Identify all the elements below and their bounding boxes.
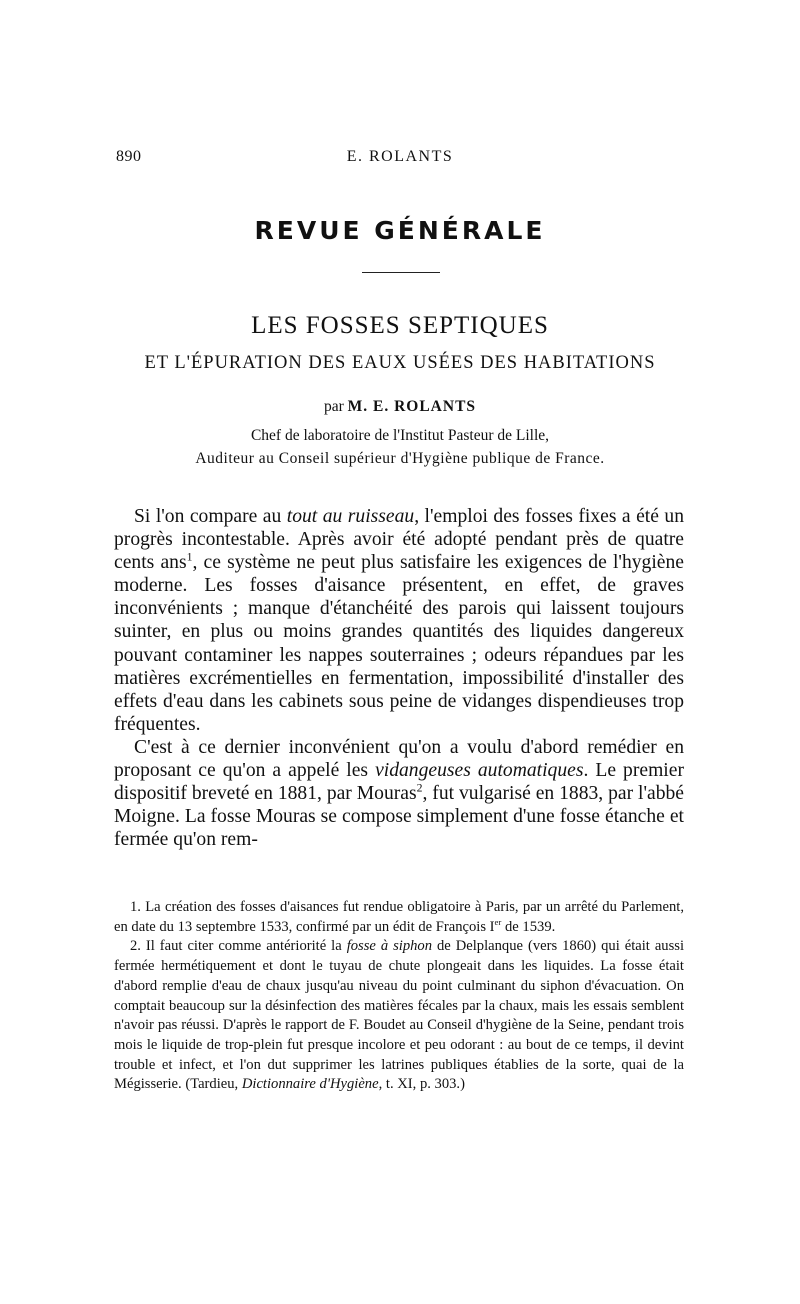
fn2-text-c: , t. XI, p. 303.) bbox=[378, 1076, 465, 1093]
page-number: 890 bbox=[116, 148, 142, 165]
byline-prefix: par bbox=[323, 398, 344, 415]
body-text bbox=[114, 505, 684, 851]
title-divider bbox=[362, 272, 440, 273]
fn1-text: 1. La création des fosses d'aisances fut rendue obligatoire à Paris, par un arrêté du Parlement, en date du 13 septembre 1533, confirmé par un édit de François I bbox=[114, 899, 684, 935]
p2-text-a: C'est à ce dernier inconvénient qu'on a voulu d'abord remédier en proposant ce qu'on a appelé les bbox=[114, 736, 684, 782]
p2-text-b: . Le premier dispositif breveté en 1881, par Mouras bbox=[114, 760, 684, 805]
p2-emphasis: vidangeuses automatiques bbox=[375, 760, 584, 782]
article-subtitle: ET L'ÉPURATION DES EAUX USÉES DES HABITATIONS bbox=[144, 353, 656, 373]
fn2-emphasis: fosse à siphon bbox=[346, 938, 433, 955]
paragraph-2 bbox=[114, 736, 684, 851]
running-author: E. ROLANTS bbox=[346, 148, 454, 165]
footnote-ref-2: 2 bbox=[416, 781, 423, 795]
footnote-2 bbox=[114, 937, 684, 1095]
p1-emphasis: tout au ruisseau bbox=[286, 506, 415, 527]
article-title: LES FOSSES SEPTIQUES bbox=[251, 312, 549, 339]
byline bbox=[0, 398, 800, 416]
running-head bbox=[116, 148, 684, 170]
footnotes bbox=[114, 898, 684, 1095]
fn1-superscript: er bbox=[494, 916, 502, 927]
section-title: REVUE GÉNÉRALE bbox=[254, 216, 546, 245]
fn1-text-end: de 1539. bbox=[501, 918, 556, 935]
fn2-text-a: 2. Il faut citer comme antériorité la bbox=[130, 938, 347, 955]
author-name: M. E. ROLANTS bbox=[347, 398, 477, 415]
p1-text-c: , ce système ne peut plus satisfaire les exigences de l'hygiène moderne. Les fosses d'aisance présentent, en effet, de graves inconvénients ; manque d'étanchéité des parois qui laissent toujours suinter, en plus ou moins grandes quantités des liquides dangereux pouvant contaminer les nappes souterraines ; odeurs répandues par les matières excrémentielles en fermentation, impossibilité d'installer des effets d'eau dans les cabinets sous peine de vidanges dispendieuses trop fréquentes. bbox=[114, 552, 684, 735]
footnote-1 bbox=[114, 898, 684, 937]
fn2-emphasis-2: Dictionnaire d'Hygiène bbox=[241, 1076, 379, 1093]
p1-text-a: Si l'on compare au bbox=[134, 506, 287, 527]
footnote-ref-1: 1 bbox=[186, 550, 193, 564]
author-affiliation-2: Auditeur au Conseil supérieur d'Hygiène publique de France. bbox=[195, 450, 605, 467]
p2-text-c: , fut vulgarisé en 1883, par l'abbé Moigne. La fosse Mouras se compose simplement d'une fosse étanche et fermée qu'on rem- bbox=[114, 783, 684, 851]
fn2-text-b: de Delplanque (vers 1860) qui était aussi fermée hermétiquement et dont le tuyau de chute plongeait dans les liquides. La fosse était d'abord remplie d'eau de chaux jusqu'au niveau du point culminant du siphon d'évacuation. On comptait beaucoup sur la désinfection des matières fécales par la chaux, mais les essais semblent n'avoir pas réussi. D'après le rapport de F. Boudet au Conseil d'hygiène de la Seine, pendant trois mois le liquide de trop-plein fut presque incolore et peu odorant : au bout de ce temps, il devint trouble et infect, et l'on dut supprimer les latrines publiques établies de la sorte, quai de la Mégisserie. (Tardieu, bbox=[114, 938, 685, 1093]
p1-text-b: , l'emploi des fosses fixes a été un progrès incontestable. Après avoir été adopté pendant près de quatre cents ans bbox=[114, 506, 685, 574]
paragraph-1 bbox=[114, 505, 684, 736]
author-affiliation-1: Chef de laboratoire de l'Institut Pasteur de Lille, bbox=[250, 427, 550, 444]
